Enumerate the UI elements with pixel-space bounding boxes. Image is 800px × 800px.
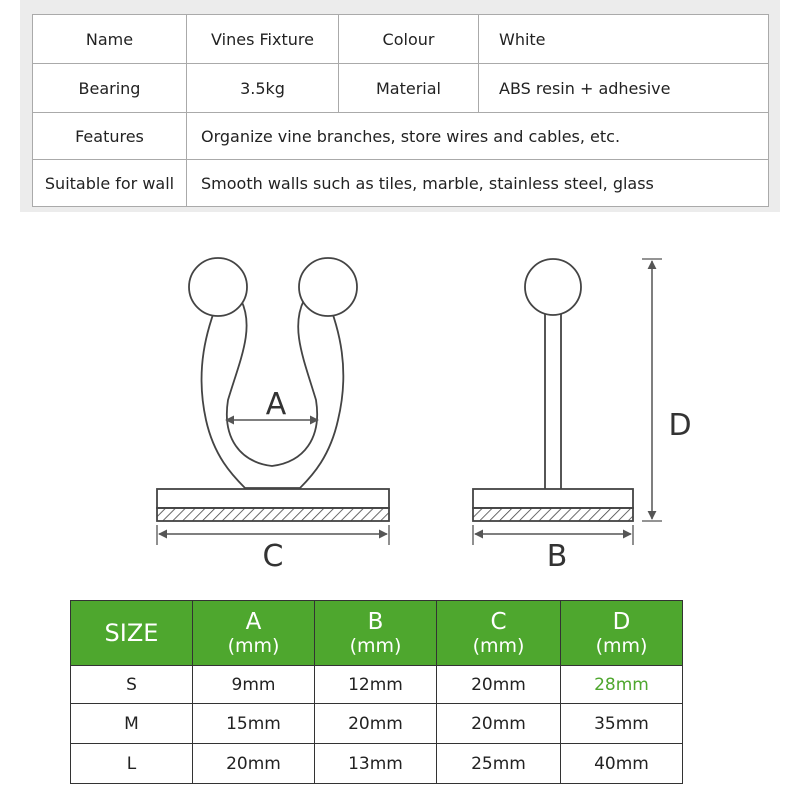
- colour-value: White: [479, 15, 769, 64]
- header-a: [193, 601, 315, 666]
- row-c: 20mm: [437, 704, 561, 744]
- header-d-letter: D: [612, 608, 631, 635]
- name-value: Vines Fixture: [187, 15, 339, 64]
- dimension-c-label: C: [262, 539, 284, 574]
- clip-knob-right: [299, 258, 357, 316]
- front-adhesive-layer: [157, 508, 389, 521]
- row-d: 35mm: [561, 704, 683, 744]
- row-b: 12mm: [315, 666, 437, 704]
- colour-label: Colour: [339, 15, 479, 64]
- row-c: 20mm: [437, 666, 561, 704]
- header-size: SIZE: [71, 601, 193, 666]
- wall-label: Suitable for wall: [33, 160, 187, 207]
- header-d: [561, 601, 683, 666]
- dimension-b-label: B: [546, 539, 568, 574]
- row-size: L: [71, 744, 193, 784]
- features-label: Features: [33, 113, 187, 160]
- side-adhesive-layer: [473, 508, 633, 521]
- row-a: 20mm: [193, 744, 315, 784]
- name-label: Name: [33, 15, 187, 64]
- row-a: 9mm: [193, 666, 315, 704]
- side-knob: [525, 259, 581, 315]
- clip-arm-inner: [227, 300, 317, 466]
- row-d: 28mm: [561, 666, 683, 704]
- front-base-plate: [157, 489, 389, 508]
- side-view-clip: [473, 259, 633, 521]
- row-a: 15mm: [193, 704, 315, 744]
- side-base-plate: [473, 489, 633, 508]
- header-c-letter: C: [490, 608, 507, 635]
- size-table-header: [71, 601, 683, 666]
- size-table: [70, 600, 683, 784]
- row-d: 40mm: [561, 744, 683, 784]
- header-c: [437, 601, 561, 666]
- wall-value: Smooth walls such as tiles, marble, stainless steel, glass: [187, 160, 769, 207]
- row-size: S: [71, 666, 193, 704]
- header-a-unit: (mm): [227, 634, 280, 657]
- header-b: [315, 601, 437, 666]
- material-label: Material: [339, 64, 479, 113]
- row-b: 13mm: [315, 744, 437, 784]
- dimension-d-label: D: [668, 408, 692, 443]
- bearing-label: Bearing: [33, 64, 187, 113]
- table-row: [71, 704, 683, 744]
- table-row: [71, 666, 683, 704]
- table-row: [71, 744, 683, 784]
- header-b-letter: B: [367, 608, 384, 635]
- features-value: Organize vine branches, store wires and cables, etc.: [187, 113, 769, 160]
- bearing-value: 3.5kg: [187, 64, 339, 113]
- row-b: 20mm: [315, 704, 437, 744]
- header-c-unit: (mm): [472, 634, 525, 657]
- side-stem: [545, 310, 561, 490]
- clip-knob-left: [189, 258, 247, 316]
- header-d-unit: (mm): [595, 634, 648, 657]
- row-c: 25mm: [437, 744, 561, 784]
- header-b-unit: (mm): [349, 634, 402, 657]
- dimension-a-label: A: [265, 387, 287, 422]
- row-size: M: [71, 704, 193, 744]
- material-value: ABS resin + adhesive: [479, 64, 769, 113]
- header-a-letter: A: [245, 608, 262, 635]
